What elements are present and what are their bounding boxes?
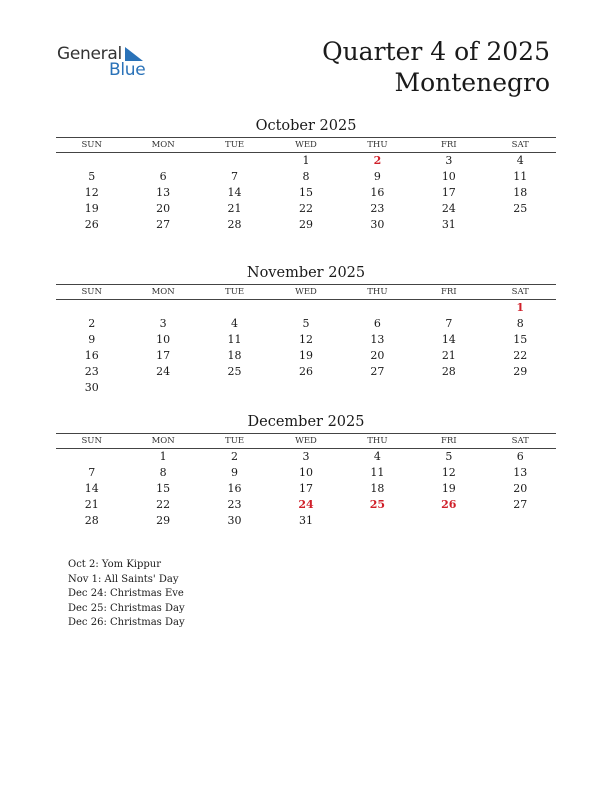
day-cell: 5: [445, 450, 453, 463]
day-cell: [56, 300, 127, 316]
day-cell: 22: [298, 202, 313, 215]
weekday-label: MON: [151, 140, 175, 150]
title-quarter: Quarter 4 of 2025: [322, 37, 550, 66]
day-cell: 15: [513, 333, 528, 346]
day-cell: 19: [84, 202, 99, 215]
weekday-label: WED: [295, 140, 317, 150]
week-row: [56, 380, 556, 396]
week-row: [56, 316, 556, 332]
day-cell: 27: [370, 365, 385, 378]
weekday-header-row: [56, 284, 556, 300]
holiday-entry: Dec 25: Christmas Day: [68, 602, 185, 614]
day-cell: [270, 300, 341, 316]
day-cell: 6: [159, 170, 167, 183]
day-cell: 6: [516, 450, 524, 463]
weekday-label: THU: [367, 436, 388, 446]
month-title: December 2025: [247, 414, 365, 430]
day-cell: 25: [227, 365, 242, 378]
weekday-header-row: [56, 137, 556, 153]
day-cell: 15: [156, 482, 171, 495]
day-cell: 23: [227, 498, 242, 511]
weekday-label: MON: [151, 287, 175, 297]
day-cell: [342, 380, 413, 396]
holiday-day-cell: 26: [441, 498, 457, 511]
day-cell: 14: [441, 333, 456, 346]
holiday-entry: Nov 1: All Saints' Day: [68, 573, 179, 585]
day-cell: 14: [227, 186, 242, 199]
weekday-label: FRI: [440, 436, 457, 446]
weekday-label: TUE: [225, 436, 245, 446]
holiday-day-cell: 25: [369, 498, 386, 511]
weekday-label: SUN: [81, 287, 102, 297]
day-cell: 4: [231, 317, 239, 330]
day-cell: [342, 300, 413, 316]
day-cell: [127, 153, 198, 169]
day-cell: 13: [370, 333, 385, 346]
day-cell: 15: [298, 186, 313, 199]
day-cell: [485, 380, 556, 396]
day-cell: 17: [298, 482, 313, 495]
day-cell: [127, 300, 198, 316]
week-row: [56, 185, 556, 201]
holiday-day-cell: 1: [516, 301, 525, 314]
day-cell: 28: [227, 218, 242, 231]
holiday-entry: Dec 26: Christmas Day: [68, 617, 185, 628]
day-cell: 11: [513, 170, 528, 183]
day-cell: 26: [298, 365, 313, 378]
day-cell: [413, 513, 484, 529]
day-cell: 16: [84, 349, 99, 362]
day-cell: 8: [302, 170, 310, 183]
day-cell: 9: [88, 333, 96, 346]
day-cell: 22: [513, 349, 528, 362]
logo: [57, 44, 167, 84]
day-cell: 14: [84, 482, 99, 495]
week-row: [56, 449, 556, 465]
day-cell: 20: [156, 202, 171, 215]
week-row: [56, 332, 556, 348]
day-cell: 3: [159, 317, 167, 330]
day-cell: 18: [513, 186, 528, 199]
day-cell: 2: [88, 317, 96, 330]
day-cell: [56, 153, 127, 169]
day-cell: 11: [227, 333, 242, 346]
day-cell: 8: [159, 466, 167, 479]
day-cell: 13: [513, 466, 528, 479]
day-cell: 19: [441, 482, 456, 495]
day-cell: 2: [231, 450, 239, 463]
week-row: [56, 300, 556, 316]
weekday-label: WED: [295, 436, 317, 446]
day-cell: 22: [156, 498, 171, 511]
day-cell: 31: [298, 514, 313, 527]
day-cell: 20: [370, 349, 385, 362]
page-title: [322, 36, 550, 98]
day-cell: 3: [302, 450, 310, 463]
day-cell: 17: [441, 186, 456, 199]
logo-text-blue: Blue: [109, 60, 146, 80]
weekday-label: FRI: [440, 287, 457, 297]
title-country: Montenegro: [394, 68, 550, 97]
day-cell: 28: [441, 365, 456, 378]
holiday-list: [68, 558, 185, 631]
day-cell: 29: [513, 365, 528, 378]
week-row: [56, 481, 556, 497]
logo-text-general: General: [57, 44, 122, 64]
day-cell: 9: [373, 170, 381, 183]
day-cell: 5: [302, 317, 310, 330]
day-cell: 16: [227, 482, 242, 495]
weekday-label: TUE: [225, 140, 245, 150]
day-cell: 1: [159, 450, 167, 463]
day-cell: 1: [302, 154, 310, 167]
day-cell: 5: [88, 170, 96, 183]
week-row: [56, 513, 556, 529]
day-cell: 10: [298, 466, 313, 479]
day-cell: 4: [516, 154, 524, 167]
day-cell: 25: [513, 202, 528, 215]
weekday-label: SUN: [81, 436, 102, 446]
week-row: [56, 217, 556, 233]
week-row: [56, 465, 556, 481]
day-cell: [413, 300, 484, 316]
holiday-entry: Dec 24: Christmas Eve: [68, 588, 184, 599]
weekday-label: MON: [151, 436, 175, 446]
day-cell: [485, 513, 556, 529]
day-cell: 30: [227, 514, 242, 527]
day-cell: [199, 380, 270, 396]
day-cell: 7: [231, 170, 239, 183]
weekday-label: THU: [367, 140, 388, 150]
holiday-day-cell: 24: [298, 498, 314, 511]
day-cell: 16: [370, 186, 385, 199]
holiday-day-cell: 2: [373, 154, 382, 167]
day-cell: 30: [84, 381, 99, 394]
day-cell: 18: [370, 482, 385, 495]
day-cell: 11: [370, 466, 385, 479]
day-cell: 3: [445, 154, 453, 167]
day-cell: 12: [298, 333, 313, 346]
day-cell: 21: [84, 498, 99, 511]
weekday-header-row: [56, 433, 556, 449]
day-cell: 31: [441, 218, 456, 231]
day-cell: [127, 380, 198, 396]
holiday-entry: Oct 2: Yom Kippur: [68, 559, 162, 570]
weekday-label: SAT: [511, 287, 529, 297]
day-cell: 18: [227, 349, 242, 362]
day-cell: 6: [373, 317, 381, 330]
day-cell: 12: [441, 466, 456, 479]
day-cell: 26: [84, 218, 99, 231]
day-cell: 23: [370, 202, 385, 215]
day-cell: 8: [516, 317, 524, 330]
day-cell: 9: [231, 466, 239, 479]
day-cell: [342, 513, 413, 529]
week-row: [56, 169, 556, 185]
weekday-label: THU: [367, 287, 388, 297]
day-cell: 28: [84, 514, 99, 527]
month-november: [56, 263, 556, 396]
day-cell: [270, 380, 341, 396]
week-row: [56, 497, 556, 513]
day-cell: 4: [373, 450, 381, 463]
day-cell: 12: [84, 186, 99, 199]
weekday-label: SUN: [81, 140, 102, 150]
day-cell: [199, 300, 270, 316]
day-cell: [485, 217, 556, 233]
day-cell: 24: [156, 365, 171, 378]
day-cell: 30: [370, 218, 385, 231]
day-cell: 21: [441, 349, 456, 362]
day-cell: 23: [84, 365, 99, 378]
day-cell: 29: [298, 218, 313, 231]
day-cell: 17: [156, 349, 171, 362]
week-row: [56, 153, 556, 169]
day-cell: 13: [156, 186, 171, 199]
day-cell: 29: [156, 514, 171, 527]
month-title: October 2025: [255, 118, 357, 134]
month-title: November 2025: [246, 265, 366, 281]
day-cell: 7: [88, 466, 96, 479]
day-cell: 19: [298, 349, 313, 362]
week-row: [56, 201, 556, 217]
weekday-label: FRI: [440, 140, 457, 150]
month-december: [56, 412, 556, 529]
day-cell: [413, 380, 484, 396]
weekday-label: TUE: [225, 287, 245, 297]
day-cell: 7: [445, 317, 453, 330]
week-row: [56, 364, 556, 380]
day-cell: [199, 153, 270, 169]
weekday-label: WED: [295, 287, 317, 297]
day-cell: 27: [156, 218, 171, 231]
day-cell: [56, 449, 127, 465]
day-cell: 10: [156, 333, 171, 346]
day-cell: 20: [513, 482, 528, 495]
weekday-label: SAT: [511, 140, 529, 150]
day-cell: 21: [227, 202, 242, 215]
day-cell: 10: [441, 170, 456, 183]
month-october: [56, 116, 556, 233]
week-row: [56, 348, 556, 364]
day-cell: 27: [513, 498, 528, 511]
day-cell: 24: [441, 202, 456, 215]
weekday-label: SAT: [511, 436, 529, 446]
